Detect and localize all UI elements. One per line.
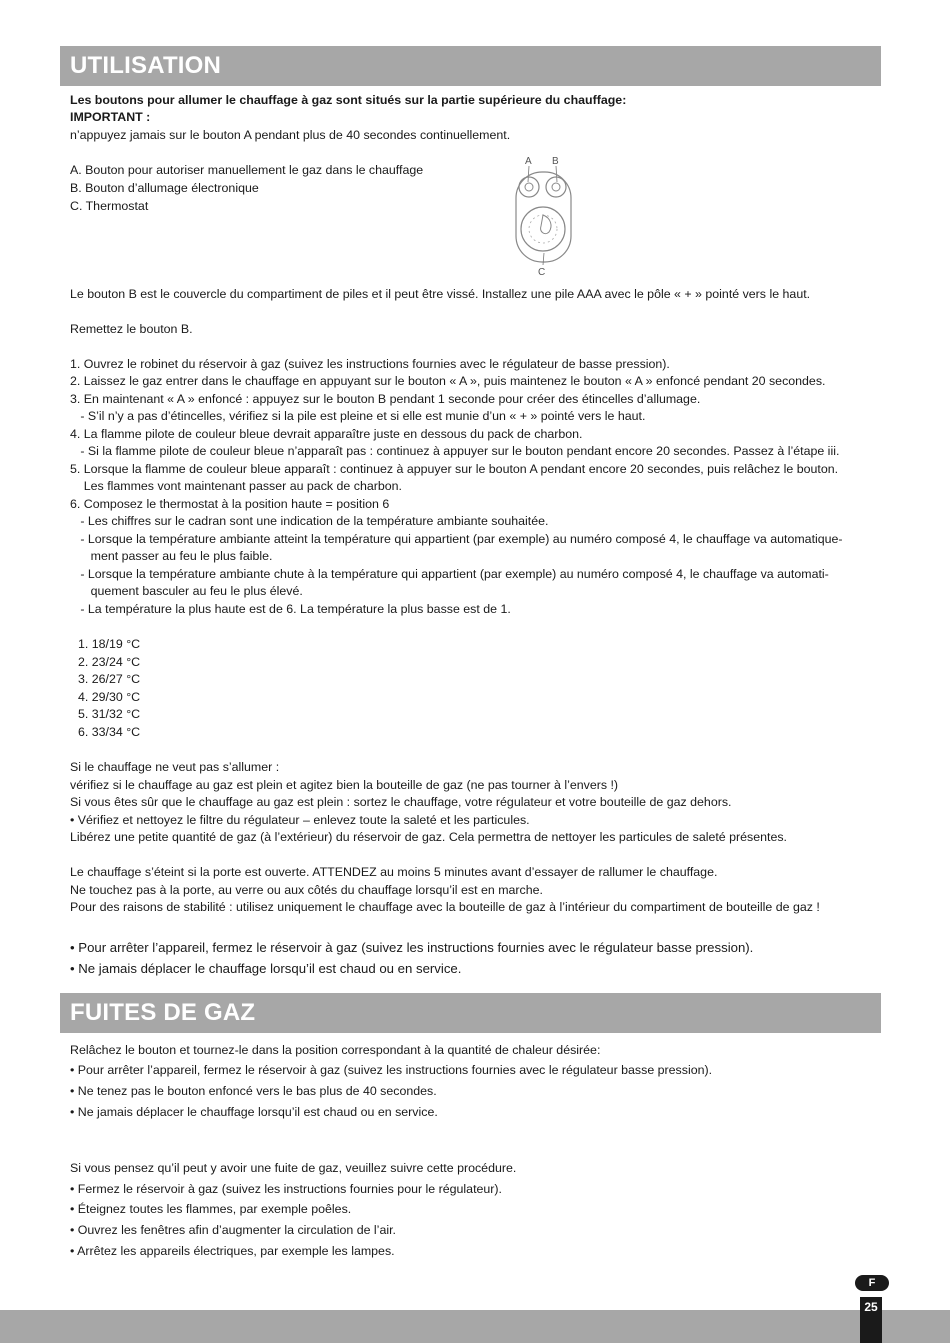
- step-line: - S’il n’y a pas d’étincelles, vérifiez si la pile est pleine et si elle est munie d’un « + » pointé vers le haut.: [70, 409, 646, 423]
- intro-text: Les boutons pour allumer le chauffage à gaz sont situés sur la partie supérieure du chauffage:: [70, 93, 627, 107]
- step-line: 3. En maintenant « A » enfoncé : appuyez sur le bouton B pendant 1 seconde pour créer des étincelles d’allumage.: [70, 392, 701, 406]
- list-item: Si vous pensez qu’il peut y avoir une fuite de gaz, veuillez suivre cette procédure.: [70, 1161, 517, 1175]
- list-item: • Éteignez toutes les flammes, par exemple poêles.: [70, 1202, 352, 1216]
- label-c: C: [538, 267, 546, 278]
- legend-item: B. Bouton d’allumage électronique: [70, 181, 259, 195]
- page-number-box: [860, 1297, 882, 1343]
- temperature-item: 5. 31/32 °C: [78, 707, 141, 721]
- troubleshoot-line: • Vérifiez et nettoyez le filtre du régulateur – enlevez toute la saleté et les particules.: [70, 813, 530, 827]
- legend-item: C. Thermostat: [70, 199, 149, 213]
- temperature-item: 6. 33/34 °C: [78, 725, 141, 739]
- troubleshoot-line: Si le chauffage ne veut pas s’allumer :: [70, 760, 280, 774]
- door-note: Ne touchez pas à la porte, au verre ou aux côtés du chauffage lorsqu’il est en marche.: [70, 883, 543, 897]
- temperature-item: 2. 23/24 °C: [78, 655, 141, 669]
- step-line: Les flammes vont maintenant passer au pack de charbon.: [70, 479, 402, 493]
- section-title: FUITES DE GAZ: [70, 999, 256, 1026]
- section-title: UTILISATION: [70, 52, 222, 79]
- temperature-item: 1. 18/19 °C: [78, 637, 141, 651]
- troubleshoot-line: vérifiez si le chauffage au gaz est plein et agitez bien la bouteille de gaz (ne pas tourner à l’envers !): [70, 778, 619, 792]
- list-item: • Ouvrez les fenêtres afin d’augmenter la circulation de l’air.: [70, 1223, 396, 1237]
- step-line: - Lorsque la température ambiante atteint la température qui appartient (par exemple) au numéro composé 4, le chauffage va automatique-: [70, 532, 843, 546]
- bullet-item: • Pour arrêter l’appareil, fermez le réservoir à gaz (suivez les instructions fournies avec le régulateur basse pression).: [70, 940, 754, 955]
- troubleshoot-line: Libérez une petite quantité de gaz (à l’extérieur) du réservoir de gaz. Cela permettra de nettoyer les particules de saleté présentes.: [70, 830, 787, 844]
- list-item: Relâchez le bouton et tournez-le dans la position correspondant à la quantité de chaleur désirée:: [70, 1043, 601, 1057]
- step-line: - Si la flamme pilote de couleur bleue n’apparaît pas : continuez à appuyer sur le bouton pendant encore 20 secondes. Passez à l’étape iii.: [70, 444, 840, 458]
- label-b: B: [552, 156, 559, 167]
- step-line: 1. Ouvrez le robinet du réservoir à gaz (suivez les instructions fournies avec le régulateur de basse pression).: [70, 357, 670, 371]
- footer-bar: [0, 1310, 950, 1343]
- section-header-utilisation: [60, 46, 881, 86]
- list-item: • Ne jamais déplacer le chauffage lorsqu’il est chaud ou en service.: [70, 1105, 438, 1119]
- list-item: • Pour arrêter l’appareil, fermez le réservoir à gaz (suivez les instructions fournies avec le régulateur basse pression).: [70, 1063, 713, 1077]
- temperature-item: 4. 29/30 °C: [78, 690, 141, 704]
- list-item: • Arrêtez les appareils électriques, par exemple les lampes.: [70, 1244, 395, 1258]
- step-line: - La température la plus haute est de 6. La température la plus basse est de 1.: [70, 602, 511, 616]
- list-item: • Ne tenez pas le bouton enfoncé vers le bas plus de 40 secondes.: [70, 1084, 437, 1098]
- door-note: Le chauffage s’éteint si la porte est ouverte. ATTENDEZ au moins 5 minutes avant d’essayer de rallumer le chauffage.: [70, 865, 718, 879]
- step-line: - Lorsque la température ambiante chute à la température qui appartient (par exemple) au numéro composé 4, le chauffage va automati-: [70, 567, 829, 581]
- important-text: n’appuyez jamais sur le bouton A pendant plus de 40 secondes continuellement.: [70, 128, 511, 142]
- control-panel-diagram: [507, 152, 581, 278]
- page-number: 25: [864, 1300, 878, 1314]
- label-a: A: [525, 156, 532, 167]
- legend-item: A. Bouton pour autoriser manuellement le gaz dans le chauffage: [70, 163, 424, 177]
- section-header-fuites-de-gaz: [60, 993, 881, 1033]
- replace-text: Remettez le bouton B.: [70, 322, 193, 336]
- important-label: IMPORTANT :: [70, 110, 151, 124]
- troubleshoot-line: Si vous êtes sûr que le chauffage au gaz est plein : sortez le chauffage, votre régulateur et votre bouteille de gaz dehors.: [70, 795, 732, 809]
- button-b-icon: [546, 177, 566, 197]
- button-a-icon: [519, 177, 539, 197]
- control-panel-drawing: [507, 152, 581, 278]
- battery-text: Le bouton B est le couvercle du compartiment de piles et il peut être vissé. Installez une pile AAA avec le pôle « + » pointé vers le haut.: [70, 287, 811, 301]
- thermostat-dial-icon: [521, 207, 565, 251]
- step-line: quement basculer au feu le plus élevé.: [70, 584, 303, 598]
- step-line: 4. La flamme pilote de couleur bleue devrait apparaître juste en dessous du pack de charbon.: [70, 427, 583, 441]
- step-line: 2. Laissez le gaz entrer dans le chauffage en appuyant sur le bouton « A », puis maintenez le bouton « A » enfoncé pendant 20 secondes.: [70, 374, 826, 388]
- temperature-item: 3. 26/27 °C: [78, 672, 141, 686]
- bullet-item: • Ne jamais déplacer le chauffage lorsqu’il est chaud ou en service.: [70, 961, 462, 976]
- step-line: 6. Composez le thermostat à la position haute = position 6: [70, 497, 390, 511]
- step-line: - Les chiffres sur le cadran sont une indication de la température ambiante souhaitée.: [70, 514, 549, 528]
- step-line: 5. Lorsque la flamme de couleur bleue apparaît : continuez à appuyer sur le bouton A pendant encore 20 secondes, puis relâchez le bouton.: [70, 462, 839, 476]
- list-item: • Fermez le réservoir à gaz (suivez les instructions fournies pour le régulateur).: [70, 1182, 502, 1196]
- language-badge: F: [855, 1275, 889, 1291]
- door-note: Pour des raisons de stabilité : utilisez uniquement le chauffage avec la bouteille de gaz à l’intérieur du compartiment de bouteille de gaz !: [70, 900, 820, 914]
- step-line: ment passer au feu le plus faible.: [70, 549, 273, 563]
